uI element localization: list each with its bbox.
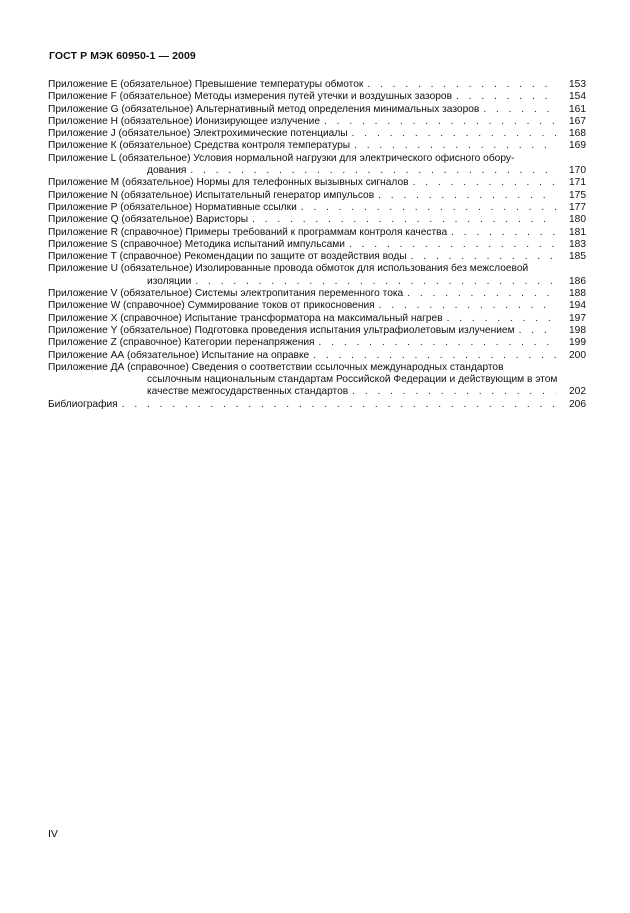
toc-leader <box>122 399 556 411</box>
toc-entry-title-continuation: ссылочным национальным стандартам Российской Федерации и действующим в этом <box>147 374 558 386</box>
toc-entry-title: Приложение Х (справочное) Испытание трансформатора на максимальный нагрев <box>48 312 443 324</box>
toc-entry-title: Приложение АА (обязательное) Испытание на оправке <box>48 349 310 361</box>
toc-entry[interactable] <box>48 128 586 140</box>
toc-entry[interactable] <box>48 362 586 399</box>
toc-entry-page: 194 <box>569 300 586 312</box>
toc-entry-title: Приложение Y (обязательное) Подготовка проведения испытания ультрафиолетовым излучением <box>48 324 515 336</box>
toc-leader <box>352 386 556 398</box>
toc-leader <box>451 227 556 239</box>
toc-entry-page: 177 <box>569 201 586 213</box>
table-of-contents <box>48 79 586 411</box>
toc-entry-title-continuation: изоляции <box>147 275 192 287</box>
toc-leader <box>313 350 556 362</box>
toc-leader <box>352 128 556 140</box>
toc-entry[interactable] <box>48 239 586 251</box>
toc-leader <box>456 91 556 103</box>
toc-entry-page: 171 <box>569 177 586 189</box>
document-header: ГОСТ Р МЭК 60950-1 — 2009 <box>49 50 196 62</box>
toc-leader <box>407 288 556 300</box>
toc-entry-title: Приложение Р (обязательное) Нормативные ссылки <box>48 201 297 213</box>
toc-entry-page: 206 <box>569 398 586 410</box>
toc-entry-page: 169 <box>569 140 586 152</box>
toc-entry-page: 181 <box>569 226 586 238</box>
toc-entry-title: Приложение S (справочное) Методика испытаний импульсами <box>48 238 345 250</box>
toc-entry[interactable] <box>48 227 586 239</box>
toc-entry-title: Приложение Е (обязательное) Превышение температуры обмоток <box>48 79 364 90</box>
toc-entry[interactable] <box>48 263 586 288</box>
toc-entry-title-line: Приложение ДА (справочное) Сведения о соответствии ссылочных международных стандартов <box>48 361 504 373</box>
toc-entry-title: Приложение W (справочное) Суммирование токов от прикосновения <box>48 300 375 312</box>
toc-entry-title: Приложение Т (справочное) Рекомендации по защите от воздействия воды <box>48 251 407 263</box>
toc-entry[interactable] <box>48 153 586 178</box>
toc-entry[interactable] <box>48 104 586 116</box>
toc-entry[interactable] <box>48 177 586 189</box>
toc-entry-page: 199 <box>569 337 586 349</box>
toc-entry-page: 154 <box>569 91 586 103</box>
toc-entry-page: 183 <box>569 238 586 250</box>
toc-entry-page: 185 <box>569 251 586 263</box>
toc-entry[interactable] <box>48 202 586 214</box>
toc-entry[interactable] <box>48 190 586 202</box>
toc-entry[interactable] <box>48 91 586 103</box>
toc-entry-page: 180 <box>569 214 586 226</box>
toc-entry-title: Приложение V (обязательное) Системы электропитания переменного тока <box>48 288 404 300</box>
toc-leader <box>324 116 556 128</box>
toc-entry[interactable] <box>48 116 586 128</box>
toc-entry-title: Приложение Н (обязательное) Ионизирующее излучение <box>48 115 321 127</box>
toc-entry-page: 168 <box>569 128 586 140</box>
toc-entry-page: 186 <box>569 275 586 287</box>
toc-entry[interactable] <box>48 350 586 362</box>
toc-entry-title-line: Приложение L (обязательное) Условия нормальной нагрузки для электрического офисного обору- <box>48 152 515 164</box>
toc-entry-page: 170 <box>569 165 586 177</box>
toc-leader <box>378 190 556 202</box>
toc-leader <box>301 202 556 214</box>
page-number: IV <box>48 828 58 840</box>
toc-entry[interactable] <box>48 214 586 226</box>
toc-leader <box>354 140 556 152</box>
toc-entry-title: Приложение К (обязательное) Средства контроля температуры <box>48 140 351 152</box>
toc-entry-page: 153 <box>569 79 586 90</box>
toc-leader <box>319 337 556 349</box>
toc-entry-title: Приложение Z (справочное) Категории перенапряжения <box>48 337 315 349</box>
toc-leader <box>195 276 556 288</box>
toc-entry[interactable] <box>48 325 586 337</box>
toc-entry-title: Приложение М (обязательное) Нормы для телефонных вызывных сигналов <box>48 177 409 189</box>
toc-entry-bibliography[interactable] <box>48 399 586 411</box>
toc-entry-title-continuation: качестве межгосударственных стандартов <box>147 386 349 398</box>
toc-leader <box>447 313 556 325</box>
toc-entry-title: Приложение J (обязательное) Электрохимические потенциалы <box>48 128 348 140</box>
toc-leader <box>411 251 556 263</box>
toc-leader <box>519 325 556 337</box>
toc-leader <box>252 214 556 226</box>
toc-entry-title: Приложение F (обязательное) Методы измерения путей утечки и воздушных зазоров <box>48 91 452 103</box>
toc-entry-page: 200 <box>569 349 586 361</box>
toc-leader <box>190 165 556 177</box>
toc-leader <box>349 239 556 251</box>
toc-entry-title: Библиография <box>48 398 118 410</box>
toc-entry[interactable] <box>48 140 586 152</box>
toc-entry-title-continuation: дования <box>147 165 187 177</box>
toc-entry-title: Приложение R (справочное) Примеры требований к программам контроля качества <box>48 226 448 238</box>
toc-entry-page: 198 <box>569 324 586 336</box>
toc-leader <box>483 104 556 116</box>
toc-leader <box>367 79 556 91</box>
toc-entry[interactable] <box>48 313 586 325</box>
toc-entry-title: Приложение N (обязательное) Испытательный генератор импульсов <box>48 189 375 201</box>
toc-entry-title: Приложение G (обязательное) Альтернативный метод определения минимальных зазоров <box>48 103 480 115</box>
toc-leader <box>379 300 556 312</box>
toc-entry[interactable] <box>48 288 586 300</box>
toc-entry-title: Приложение Q (обязательное) Варисторы <box>48 214 249 226</box>
toc-entry-title-line: Приложение U (обязательное) Изолированные провода обмоток для использования без межслоевой <box>48 263 529 275</box>
toc-entry-page: 197 <box>569 312 586 324</box>
toc-leader <box>413 177 556 189</box>
toc-entry[interactable] <box>48 79 586 91</box>
toc-entry[interactable] <box>48 251 586 263</box>
toc-entry-page: 202 <box>569 386 586 398</box>
toc-entry[interactable] <box>48 337 586 349</box>
toc-entry-page: 175 <box>569 189 586 201</box>
toc-entry-page: 161 <box>569 103 586 115</box>
toc-entry-page: 167 <box>569 115 586 127</box>
toc-entry[interactable] <box>48 300 586 312</box>
toc-entry-page: 188 <box>569 288 586 300</box>
